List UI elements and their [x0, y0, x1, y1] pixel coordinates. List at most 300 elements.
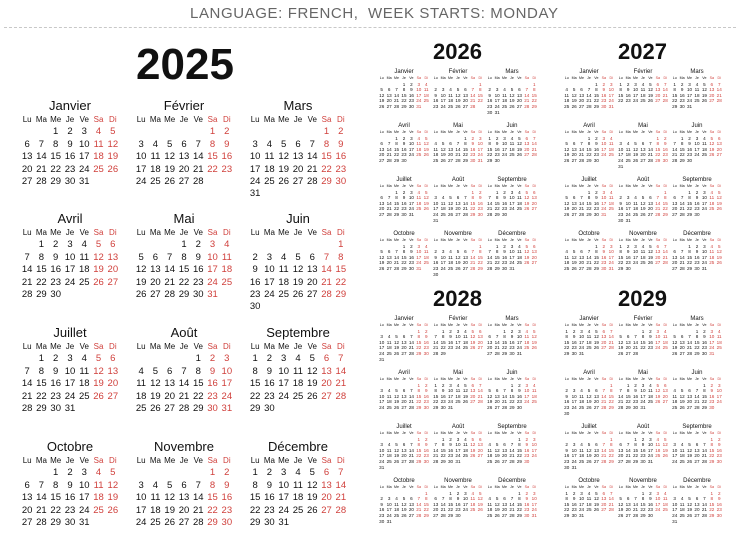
day-cell: 12	[686, 447, 693, 453]
day-cell: 19	[655, 393, 661, 399]
day-cell: 31	[408, 211, 414, 217]
day-cell: 25	[662, 507, 668, 513]
day-cell: 27	[462, 265, 468, 271]
day-cell: 3	[649, 436, 652, 442]
day-header: Ve	[594, 238, 599, 242]
day-cell: 12	[686, 501, 693, 507]
day-cell: 20	[531, 200, 537, 206]
month-2027-9	[671, 176, 723, 218]
week-row	[486, 266, 538, 272]
day-cell: 17	[509, 254, 515, 260]
day-cell: 25	[647, 399, 653, 405]
day-cell: 22	[321, 163, 332, 175]
day-cell: 10	[571, 393, 577, 399]
day-cell: 30	[632, 404, 639, 410]
week-row	[563, 405, 615, 411]
day-cell: 6	[595, 388, 598, 394]
day-header: Me	[164, 115, 176, 124]
day-cell: 26	[655, 399, 661, 405]
day-cell: 1	[710, 436, 714, 442]
week-row	[134, 164, 234, 176]
day-cell: 12	[618, 339, 624, 345]
day-cell: 4	[703, 135, 706, 141]
day-cell: 25	[716, 345, 722, 351]
day-cell: 9	[565, 447, 568, 453]
day-cell: 28	[494, 350, 500, 356]
day-cell: 5	[525, 243, 529, 249]
day-cell: 19	[618, 345, 624, 351]
week-row	[563, 266, 615, 272]
day-cell: 9	[495, 141, 499, 147]
day-header: Ve	[307, 342, 317, 351]
day-header: Ma	[263, 228, 275, 237]
day-cell: 31	[625, 217, 631, 223]
day-cell: 15	[662, 200, 668, 206]
week-row	[486, 212, 538, 218]
day-cell: 25	[608, 206, 614, 212]
day-cell: 20	[647, 206, 653, 212]
day-header: Me	[394, 238, 400, 242]
day-cell: 8	[518, 442, 521, 448]
day-cell: 26	[701, 98, 707, 104]
day-cell: 15	[655, 146, 661, 152]
day-cell: 16	[447, 447, 454, 453]
day-cell: 12	[93, 251, 104, 263]
day-cell: 3	[525, 382, 529, 388]
day-cell: 9	[424, 442, 428, 448]
month-title: Juillet	[581, 424, 597, 430]
day-cell: 21	[470, 98, 476, 104]
day-header: Ve	[648, 431, 653, 435]
day-cell: 11	[150, 492, 161, 504]
day-cell: 4	[295, 353, 301, 365]
day-cell: 27	[164, 402, 175, 414]
month-title: Février	[633, 316, 653, 322]
day-cell: 8	[680, 141, 684, 147]
day-cell: 1	[680, 135, 684, 141]
day-cell: 27	[516, 103, 522, 109]
day-cell: 16	[447, 339, 454, 345]
day-cell: 29	[335, 288, 347, 300]
day-cell: 23	[423, 345, 429, 351]
day-cell: 13	[709, 87, 715, 93]
day-cell: 3	[138, 479, 144, 491]
day-cell: 10	[632, 249, 639, 255]
day-header: Me	[394, 184, 400, 188]
day-cell: 23	[408, 260, 414, 266]
day-cell: 30	[571, 512, 577, 518]
day-cell: 16	[716, 447, 722, 453]
day-header: Je	[293, 228, 303, 237]
day-cell: 18	[386, 399, 392, 405]
week-row	[20, 517, 120, 529]
day-cell: 5	[572, 87, 576, 93]
day-cell: 15	[564, 501, 570, 507]
day-cell: 5	[656, 382, 660, 388]
day-header: Je	[641, 485, 645, 489]
day-cell: 13	[164, 378, 175, 390]
day-cell: 31	[221, 402, 233, 414]
day-cell: 5	[380, 87, 383, 93]
day-cell: 2	[67, 126, 73, 138]
day-header: Di	[223, 456, 231, 465]
empty-cell	[319, 239, 333, 251]
day-cell: 30	[423, 458, 429, 464]
day-cell: 23	[264, 504, 275, 516]
day-cell: 28	[487, 211, 493, 217]
day-cell: 4	[518, 189, 521, 195]
day-header: Me	[579, 323, 585, 327]
day-cell: 18	[679, 453, 685, 459]
day-cell: 10	[608, 87, 614, 93]
day-cell: 4	[424, 81, 428, 87]
day-cell: 30	[192, 288, 204, 300]
empty-cell	[163, 239, 177, 251]
day-header: Sa	[93, 342, 104, 351]
day-cell: 27	[501, 512, 508, 518]
day-cell: 15	[694, 339, 700, 345]
day-cell: 11	[386, 447, 392, 453]
day-cell: 5	[395, 388, 398, 394]
day-cell: 27	[524, 152, 530, 158]
day-cell: 17	[278, 378, 289, 390]
day-cell: 16	[509, 339, 515, 345]
day-cell: 25	[586, 507, 592, 513]
day-cell: 7	[410, 388, 413, 394]
day-cell: 22	[36, 390, 47, 402]
day-cell: 27	[379, 211, 385, 217]
day-cell: 28	[455, 157, 461, 163]
day-cell: 21	[618, 399, 624, 405]
day-cell: 18	[578, 399, 585, 405]
day-header: Ma	[263, 456, 275, 465]
day-cell: 21	[408, 399, 414, 405]
day-cell: 26	[509, 103, 515, 109]
day-cell: 19	[164, 163, 175, 175]
day-cell: 9	[195, 251, 201, 263]
empty-cell	[277, 239, 291, 251]
day-cell: 5	[464, 382, 467, 388]
day-cell: 18	[462, 339, 468, 345]
day-cell: 25	[470, 507, 476, 513]
day-cell: 27	[386, 103, 392, 109]
day-cell: 9	[449, 442, 452, 448]
day-cell: 13	[178, 492, 190, 504]
day-cell: 10	[640, 388, 646, 394]
day-cell: 24	[716, 399, 722, 405]
day-header: Sa	[470, 238, 476, 242]
day-cell: 9	[478, 195, 482, 201]
day-cell: 21	[679, 206, 685, 212]
day-cell: 1	[641, 490, 645, 496]
day-cell: 10	[78, 138, 90, 150]
day-header: Je	[510, 130, 514, 134]
day-cell: 3	[209, 239, 216, 251]
day-header: Ma	[149, 115, 161, 124]
day-cell: 2	[424, 436, 428, 442]
day-cell: 26	[135, 288, 147, 300]
day-cell: 3	[532, 436, 536, 442]
day-header: Lu	[672, 323, 677, 327]
day-header: Sa	[601, 431, 607, 435]
day-cell: 15	[608, 393, 614, 399]
day-cell: 28	[408, 458, 414, 464]
day-header: Ve	[648, 323, 653, 327]
empty-cell	[277, 126, 291, 138]
day-cell: 1	[587, 189, 591, 195]
day-cell: 9	[595, 195, 598, 201]
day-cell: 6	[181, 479, 187, 491]
day-cell: 18	[487, 507, 493, 513]
week-row	[432, 405, 484, 411]
month-2027-1	[563, 68, 615, 110]
day-header: Me	[687, 377, 693, 381]
day-cell: 1	[402, 243, 406, 249]
day-header: Di	[609, 431, 613, 435]
day-cell: 25	[386, 458, 392, 464]
day-cell: 10	[207, 251, 218, 263]
day-cell: 19	[379, 98, 385, 104]
day-cell: 25	[423, 98, 429, 104]
day-cell: 23	[564, 404, 570, 410]
day-cell: 1	[417, 382, 421, 388]
day-header: Sa	[93, 456, 104, 465]
day-cell: 2	[456, 490, 460, 496]
day-cell: 4	[518, 243, 521, 249]
day-cell: 9	[518, 388, 521, 394]
day-cell: 13	[593, 393, 599, 399]
day-cell: 9	[649, 334, 652, 340]
day-cell: 7	[602, 388, 606, 394]
day-cell: 3	[81, 126, 87, 138]
day-cell: 29	[655, 157, 661, 163]
day-cell: 20	[292, 163, 304, 175]
day-cell: 24	[601, 206, 607, 212]
day-cell: 29	[50, 175, 61, 187]
day-cell: 17	[655, 339, 661, 345]
month-title: Septembre	[682, 424, 712, 430]
day-cell: 10	[701, 249, 707, 255]
day-cell: 9	[53, 251, 59, 263]
day-cell: 6	[572, 195, 576, 201]
day-cell: 12	[164, 492, 175, 504]
day-header: Me	[633, 76, 639, 80]
week-row	[378, 405, 430, 411]
day-cell: 27	[679, 350, 685, 356]
day-cell: 19	[618, 507, 624, 513]
day-cell: 31	[608, 103, 614, 109]
day-cell: 26	[393, 458, 400, 464]
day-cell: 6	[309, 251, 315, 263]
day-header: Di	[609, 377, 613, 381]
day-cell: 7	[602, 442, 606, 448]
day-header: Ve	[409, 238, 414, 242]
day-cell: 9	[503, 195, 506, 201]
day-cell: 9	[525, 442, 529, 448]
day-cell: 19	[455, 98, 461, 104]
month-2027-3	[671, 68, 723, 110]
day-cell: 5	[587, 388, 591, 394]
day-cell: 14	[632, 501, 639, 507]
day-cell: 11	[694, 87, 700, 93]
day-cell: 16	[601, 92, 607, 98]
day-cell: 25	[524, 345, 530, 351]
day-cell: 10	[278, 479, 289, 491]
day-cell: 10	[408, 141, 414, 147]
day-header: Sa	[321, 456, 332, 465]
day-header: Me	[687, 130, 693, 134]
day-cell: 5	[688, 496, 691, 502]
day-cell: 30	[249, 301, 261, 313]
day-cell: 13	[672, 254, 678, 260]
day-cell: 29	[632, 458, 639, 464]
day-cell: 29	[416, 350, 422, 356]
day-cell: 27	[107, 390, 119, 402]
day-cell: 1	[417, 328, 421, 334]
day-cell: 22	[679, 152, 685, 158]
day-cell: 18	[578, 453, 585, 459]
day-cell: 23	[625, 260, 631, 266]
day-cell: 12	[716, 249, 722, 255]
day-cell: 28	[408, 404, 414, 410]
day-cell: 27	[655, 260, 661, 266]
day-cell: 7	[387, 141, 391, 147]
day-cell: 27	[694, 512, 700, 518]
day-cell: 10	[686, 87, 693, 93]
day-cell: 8	[53, 138, 59, 150]
day-cell: 3	[656, 490, 660, 496]
day-cell: 21	[701, 507, 707, 513]
day-header-row	[134, 114, 234, 126]
day-cell: 19	[423, 200, 429, 206]
day-cell: 26	[477, 507, 483, 513]
week-row	[432, 266, 484, 272]
month-2026-9	[486, 176, 538, 218]
day-cell: 11	[586, 496, 592, 502]
day-cell: 14	[618, 393, 624, 399]
week-row	[563, 104, 615, 110]
month-title: Novembre	[154, 439, 214, 454]
day-cell: 3	[673, 442, 676, 448]
day-header: Sa	[416, 130, 422, 134]
day-cell: 16	[408, 254, 414, 260]
day-cell: 16	[694, 254, 700, 260]
day-cell: 10	[501, 141, 508, 147]
day-cell: 21	[487, 260, 493, 266]
day-cell: 18	[640, 92, 646, 98]
day-cell: 5	[688, 442, 691, 448]
day-cell: 16	[709, 393, 715, 399]
day-cell: 22	[477, 98, 483, 104]
day-cell: 22	[433, 399, 439, 405]
day-cell: 4	[710, 189, 714, 195]
day-cell: 14	[321, 264, 332, 276]
day-cell: 1	[663, 189, 667, 195]
day-header: Di	[717, 485, 721, 489]
month-2029-2	[617, 315, 669, 357]
month-title: Décembre	[498, 231, 526, 237]
day-header: Di	[478, 76, 482, 80]
week-row	[671, 212, 723, 218]
day-cell: 11	[79, 365, 90, 377]
day-cell: 17	[578, 339, 585, 345]
day-cell: 6	[24, 138, 30, 150]
day-cell: 18	[264, 163, 275, 175]
day-cell: 12	[672, 339, 678, 345]
day-header: Lu	[672, 377, 677, 381]
day-cell: 17	[135, 163, 147, 175]
day-cell: 29	[672, 103, 678, 109]
day-cell: 17	[694, 146, 700, 152]
day-cell: 20	[408, 507, 414, 513]
day-header: Di	[424, 238, 428, 242]
week-row	[134, 289, 234, 301]
day-cell: 22	[393, 152, 400, 158]
day-cell: 18	[423, 254, 429, 260]
day-cell: 24	[447, 399, 454, 405]
day-cell: 11	[679, 447, 685, 453]
day-cell: 10	[509, 249, 515, 255]
day-cell: 12	[306, 479, 318, 491]
day-header: Ma	[263, 115, 275, 124]
day-cell: 22	[335, 276, 347, 288]
day-cell: 22	[249, 504, 261, 516]
month-2026-2	[432, 68, 484, 110]
day-cell: 26	[716, 260, 722, 266]
day-cell: 31	[618, 163, 624, 169]
day-cell: 20	[655, 92, 661, 98]
day-cell: 6	[387, 87, 391, 93]
day-cell: 26	[455, 265, 461, 271]
day-cell: 23	[455, 507, 461, 513]
day-header: Ma	[679, 130, 685, 134]
day-cell: 12	[107, 479, 119, 491]
day-cell: 15	[440, 339, 446, 345]
day-header: Sa	[321, 115, 332, 124]
day-header: Je	[587, 76, 591, 80]
day-cell: 7	[680, 249, 684, 255]
day-cell: 23	[625, 98, 631, 104]
day-cell: 23	[524, 453, 530, 459]
day-header: Je	[456, 76, 460, 80]
day-header: Ma	[440, 184, 446, 188]
week-row	[248, 467, 348, 479]
month-title: Octobre	[578, 231, 600, 237]
day-header: Sa	[655, 485, 661, 489]
day-cell: 30	[487, 109, 493, 115]
day-cell: 26	[93, 390, 104, 402]
day-cell: 5	[471, 436, 475, 442]
day-header: Di	[478, 377, 482, 381]
day-cell: 2	[53, 353, 59, 365]
day-cell: 18	[278, 276, 289, 288]
day-cell: 10	[632, 87, 639, 93]
day-cell: 25	[150, 175, 161, 187]
day-cell: 29	[679, 157, 685, 163]
day-header: Ve	[702, 130, 707, 134]
day-cell: 10	[509, 195, 515, 201]
day-cell: 25	[135, 402, 147, 414]
day-cell: 7	[195, 138, 201, 150]
day-cell: 21	[524, 98, 530, 104]
day-cell: 14	[306, 151, 318, 163]
day-cell: 11	[679, 501, 685, 507]
day-cell: 6	[695, 442, 699, 448]
day-cell: 20	[150, 276, 161, 288]
day-cell: 18	[150, 163, 161, 175]
day-cell: 16	[401, 146, 407, 152]
day-cell: 26	[107, 163, 119, 175]
